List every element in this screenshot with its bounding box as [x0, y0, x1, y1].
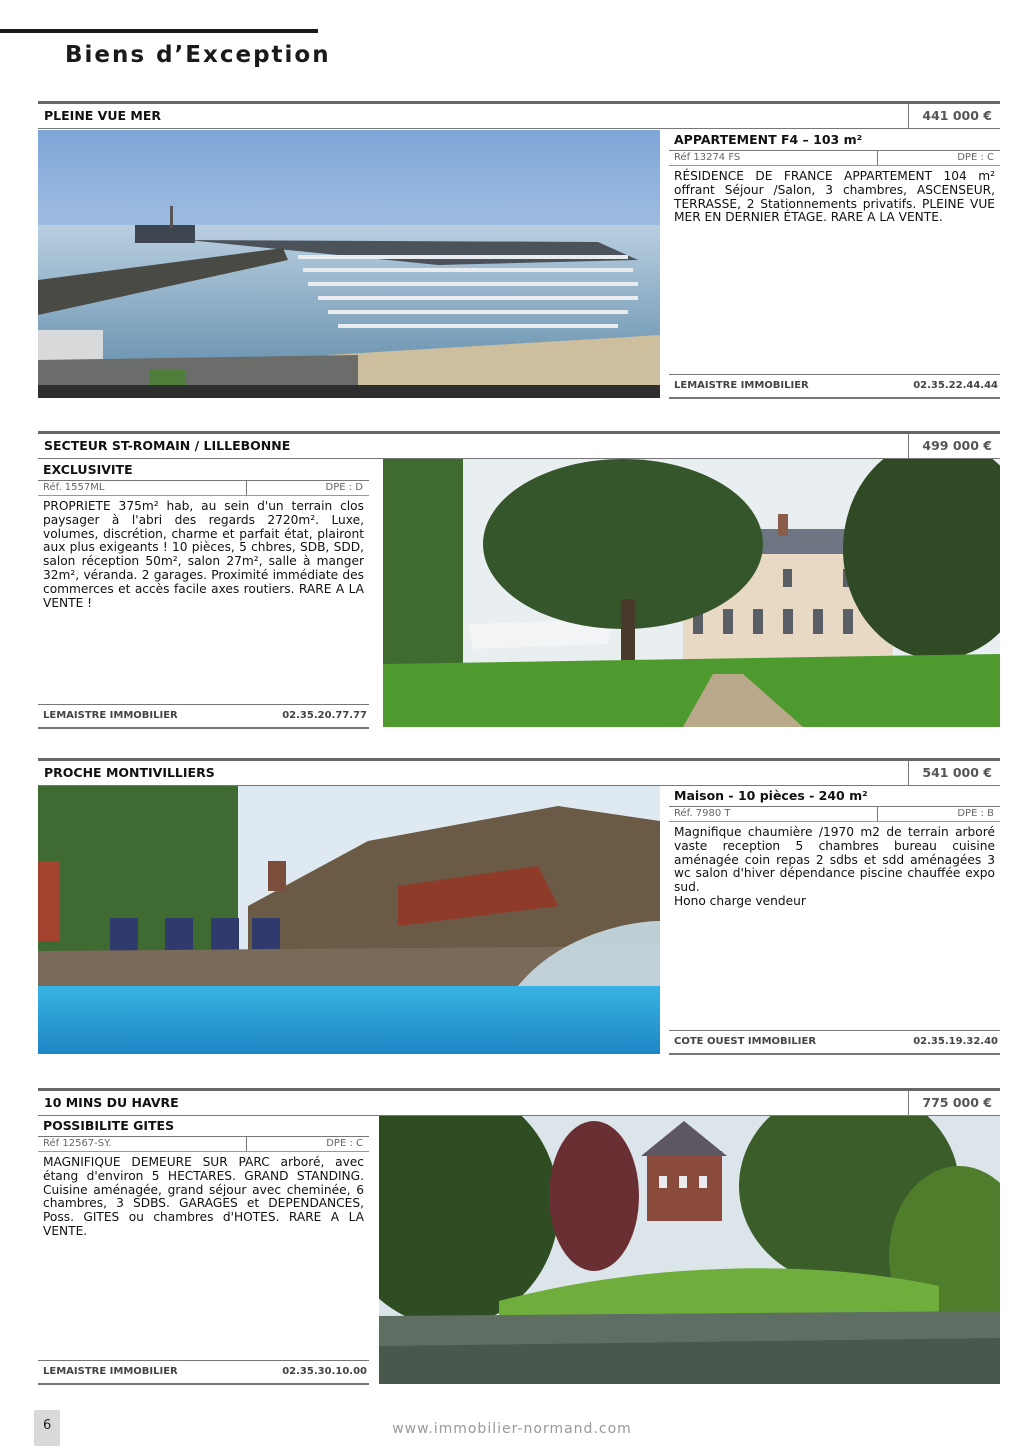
listing-location: SECTEUR ST-ROMAIN / LILLEBONNE [44, 438, 291, 453]
manor-pond-park-photo[interactable] [379, 1116, 1000, 1384]
listing-ref: Réf 13274 FS [674, 152, 741, 163]
listing-price: 441 000 € [908, 104, 1000, 128]
listing-title: EXCLUSIVITE [38, 460, 369, 481]
listing-dpe: DPE : D [325, 482, 363, 493]
manor-pond-park-image [379, 1116, 1000, 1384]
listing-card[interactable] [38, 431, 1000, 729]
listing-header [38, 101, 1000, 129]
ref-row [38, 481, 369, 496]
listing-description-text: Magnifique chaumière /1970 m2 de terrain arboré vaste reception 5 chambres bureau cuisine aménagée coin repas 2 sdbs et sdd aménagées 3 wc salon d'hiver dépendance piscine chauffée expo sud. [674, 825, 995, 895]
listing-card[interactable] [38, 101, 1000, 399]
listing-location: PROCHE MONTIVILLIERS [44, 765, 215, 780]
ref-row [669, 807, 1000, 822]
agency-phone[interactable]: 02.35.20.77.77 [282, 710, 367, 721]
ref-row [669, 151, 1000, 166]
fee-note: Hono charge vendeur [674, 893, 806, 908]
listing-price: 541 000 € [908, 761, 1000, 785]
thatched-house-pool-photo[interactable] [38, 786, 660, 1054]
agency-name: LEMAISTRE IMMOBILIER [43, 1366, 178, 1377]
listing-footer [38, 1360, 369, 1385]
listing-description: MAGNIFIQUE DEMEURE SUR PARC arboré, avec étang d'environ 5 HECTARES. GRAND STANDING. Cuisine aménagée, grand séjour avec cheminée, 6 chambres, 3 SDBS. GARAGES et DEPENDANCES, Poss. GITES ou chambres d'HOTES. RARE A LA VENTE. [43, 1155, 364, 1238]
agency-phone[interactable]: 02.35.30.10.00 [282, 1366, 367, 1377]
listing-card[interactable] [38, 1088, 1000, 1386]
listing-title: APPARTEMENT F4 – 103 m² [669, 130, 1000, 151]
listing-info-panel [669, 786, 1000, 1055]
ref-divider [877, 151, 878, 165]
listing-header [38, 758, 1000, 786]
listing-header [38, 431, 1000, 459]
listing-location: PLEINE VUE MER [44, 108, 161, 123]
listing-title: POSSIBILITE GITES [38, 1116, 369, 1137]
listing-description: PROPRIETE 375m² hab, au sein d'un terrain clos paysager à l'abri des regards 2720m². Luxe, volumes, discrétion, charme et parfait état, plairont aux plus exigeants ! 10 pièces, 5 chbres, SDB, SDD, salon réception 50m², salon 27m², salle à manger 32m², véranda. 2 garages. Proximité immédiate des commerces et accès facile axes routiers. RARE A LA VENTE ! [43, 499, 364, 610]
harbor-marina-photo[interactable] [38, 130, 660, 398]
listing-footer [38, 704, 369, 729]
listing-price: 775 000 € [908, 1091, 1000, 1115]
thatched-house-pool-image [38, 786, 660, 1054]
listing-ref: Réf. 7980 T [674, 808, 731, 819]
ref-row [38, 1137, 369, 1152]
agency-name: LEMAISTRE IMMOBILIER [43, 710, 178, 721]
listing-info-panel [669, 130, 1000, 399]
listing-dpe: DPE : B [957, 808, 994, 819]
listing-dpe: DPE : C [957, 152, 994, 163]
listing-ref: Réf. 1557ML [43, 482, 105, 493]
manor-garden-image [383, 459, 1000, 727]
listing-footer [669, 374, 1000, 399]
agency-name: COTE OUEST IMMOBILIER [674, 1036, 817, 1047]
listing-price: 499 000 € [908, 434, 1000, 458]
agency-phone[interactable]: 02.35.22.44.44 [913, 380, 998, 391]
page-number: 6 [43, 1418, 52, 1433]
listing-description: RÉSIDENCE DE FRANCE APPARTEMENT 104 m² offrant Séjour /Salon, 3 chambres, ASCENSEUR, TERRASSE, 2 Stationnements privatifs. PLEINE VUE MER EN DERNIER ÉTAGE. RARE A LA VENTE. [674, 169, 995, 225]
site-url[interactable]: www.immobilier-normand.com [392, 1421, 632, 1437]
listing-ref: Réf 12567-SY. [43, 1138, 112, 1149]
listing-card[interactable] [38, 758, 1000, 1056]
harbor-marina-image [38, 130, 660, 398]
listing-footer [669, 1030, 1000, 1055]
agency-name: LEMAISTRE IMMOBILIER [674, 380, 809, 391]
listing-header [38, 1088, 1000, 1116]
listing-info-panel [38, 460, 369, 729]
manor-garden-photo[interactable] [383, 459, 1000, 727]
agency-phone[interactable]: 02.35.19.32.40 [913, 1036, 998, 1047]
listing-description [674, 826, 995, 909]
title-rule [0, 29, 318, 33]
listing-dpe: DPE : C [326, 1138, 363, 1149]
ref-divider [877, 807, 878, 821]
ref-divider [246, 481, 247, 495]
listing-location: 10 MINS DU HAVRE [44, 1095, 179, 1110]
ref-divider [246, 1137, 247, 1151]
listing-title: Maison - 10 pièces - 240 m² [669, 786, 1000, 807]
listing-info-panel [38, 1116, 369, 1385]
page-title: Biens d’Exception [65, 42, 331, 68]
